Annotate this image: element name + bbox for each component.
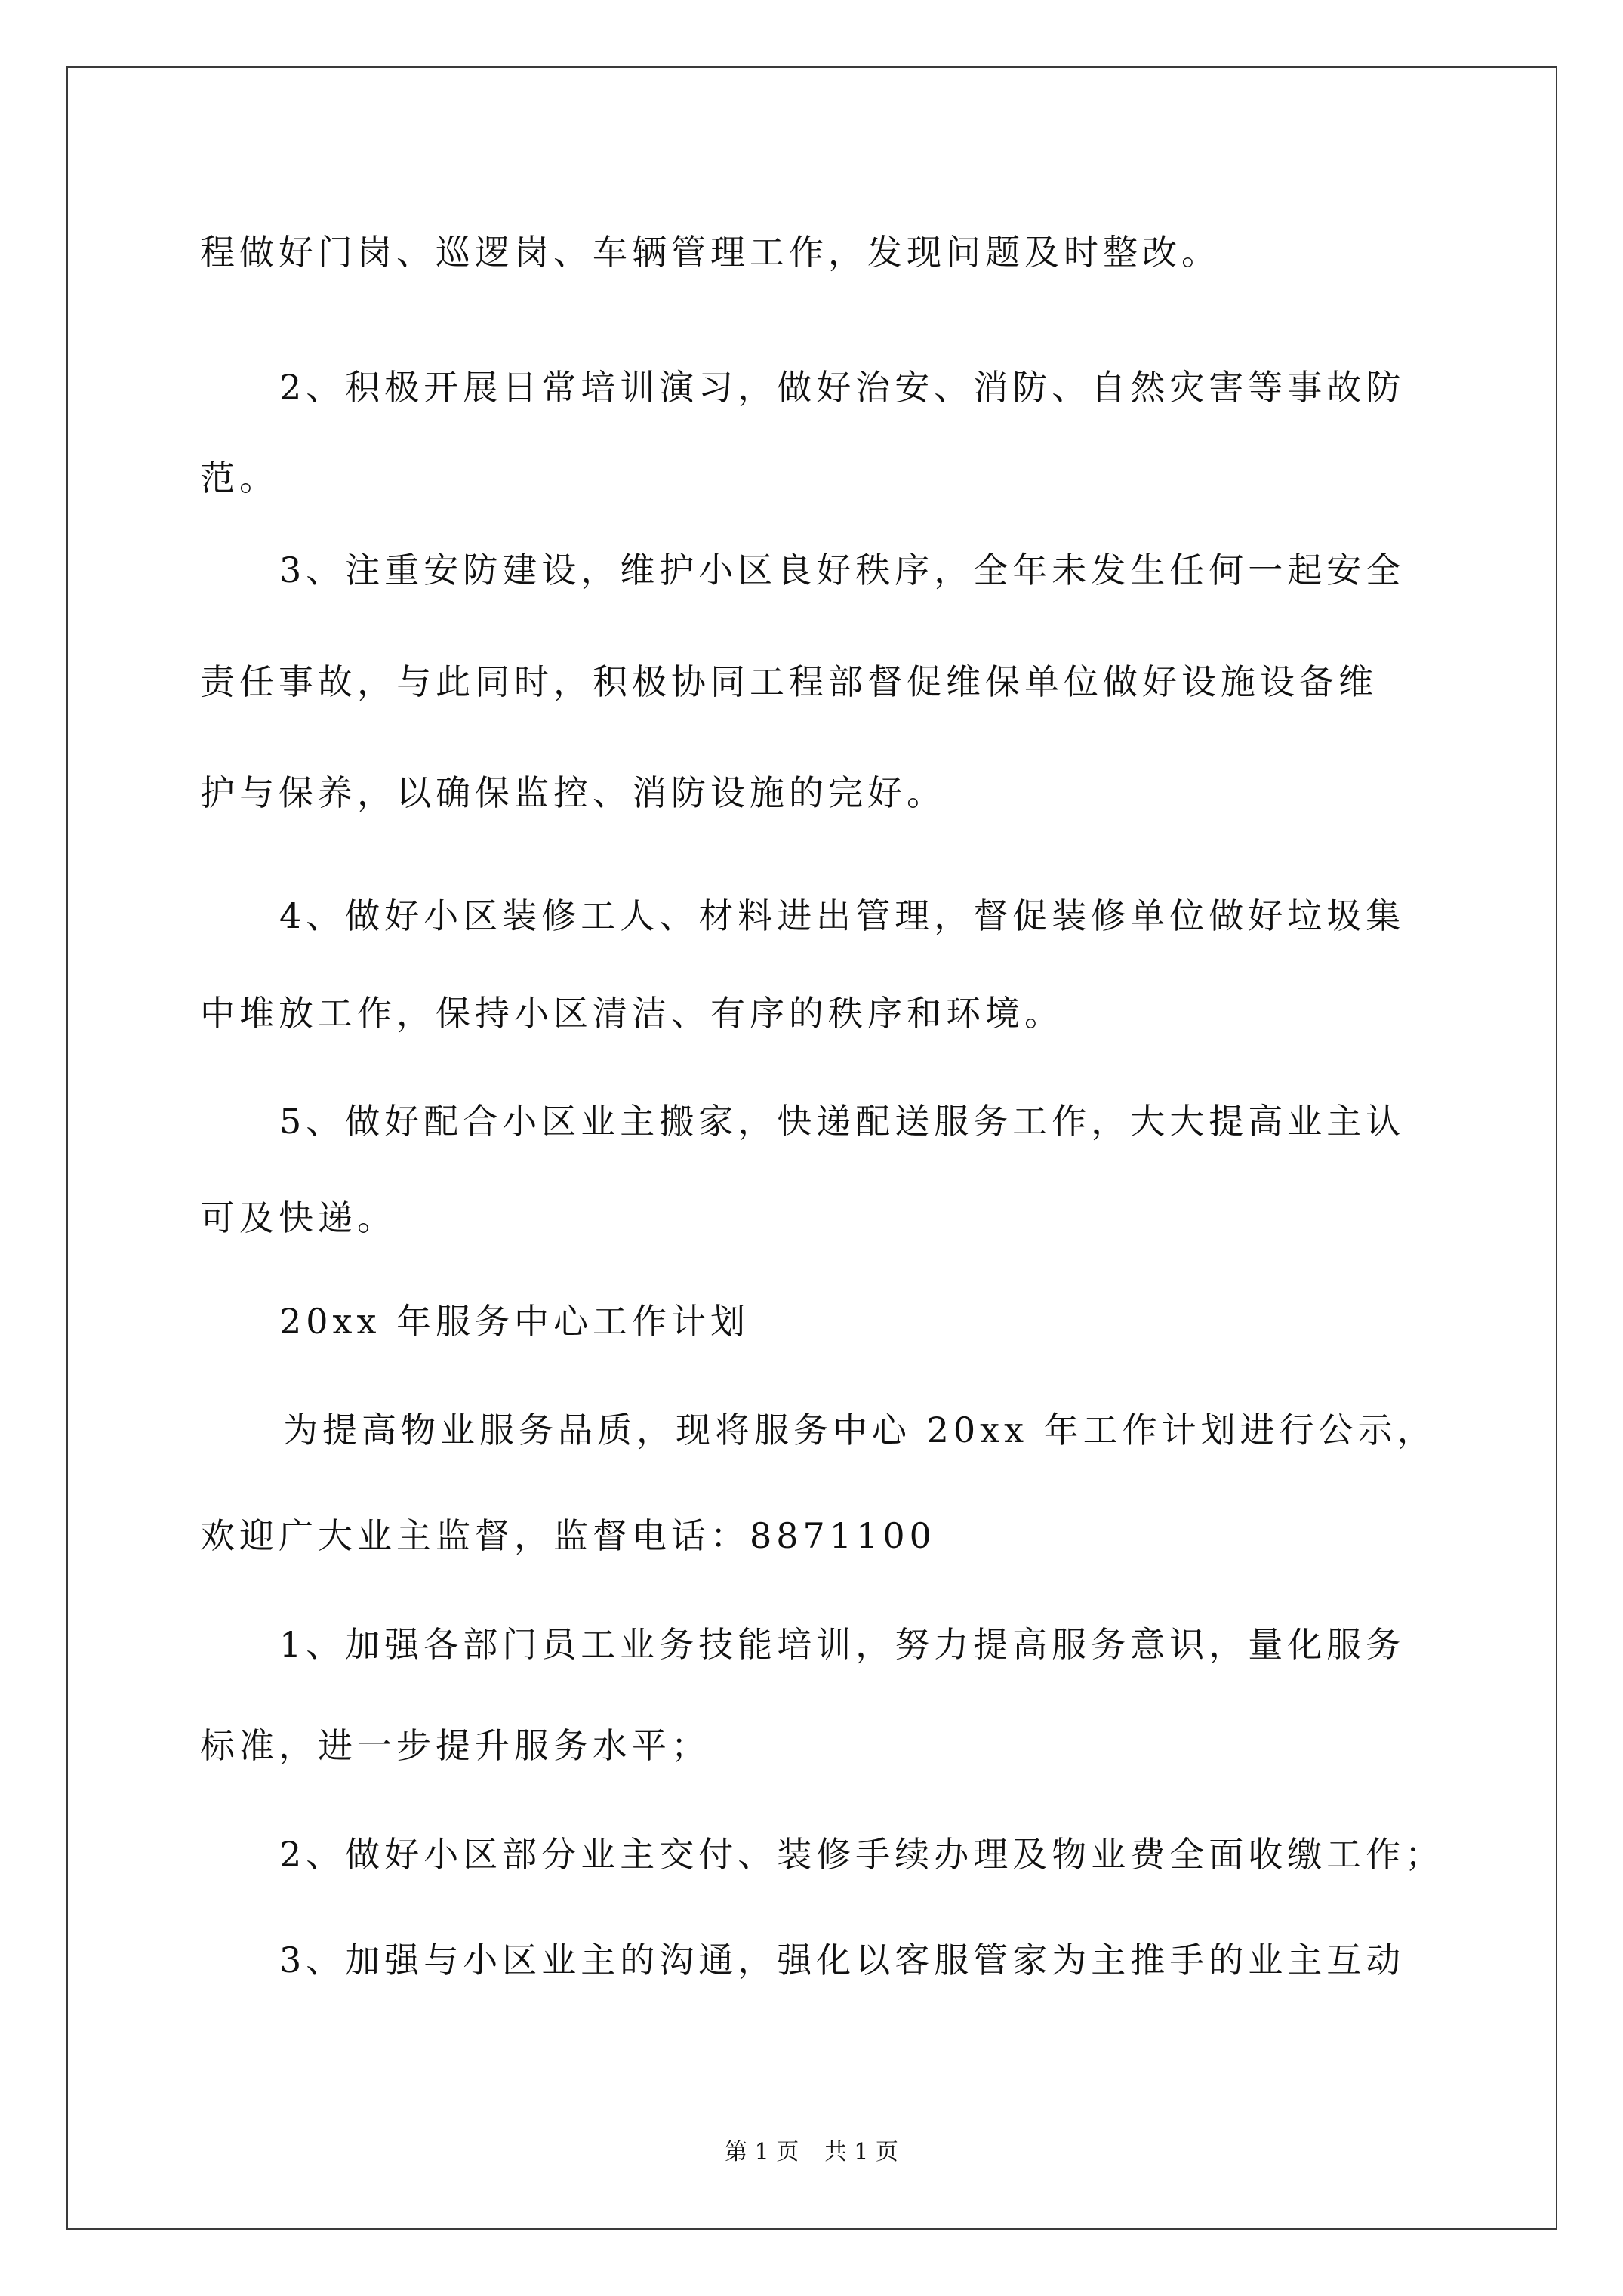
text-line: 3、加强与小区业主的沟通，强化以客服管家为主推手的业主互动 — [279, 1940, 1406, 1980]
page-number: 第 1 页 — [725, 2139, 799, 2165]
text-line: 程做好门岗、巡逻岗、车辆管理工作，发现问题及时整改。 — [200, 232, 1221, 273]
section-heading: 20xx 年服务中心工作计划 — [279, 1301, 750, 1342]
text-line: 欢迎广大业主监督，监督电话：8871100 — [200, 1515, 936, 1556]
text-line: 1、加强各部门员工业务技能培训，努力提高服务意识，量化服务 — [279, 1624, 1406, 1665]
page-total: 共 1 页 — [824, 2139, 898, 2165]
page-footer — [0, 2139, 1623, 2166]
text-line: 2、做好小区部分业主交付、装修手续办理及物业费全面收缴工作； — [279, 1834, 1445, 1875]
text-line: 护与保养，以确保监控、消防设施的完好。 — [200, 772, 946, 813]
text-line: 为提高物业服务品质，现将服务中心 20xx 年工作计划进行公示， — [283, 1410, 1437, 1450]
text-line: 4、做好小区装修工人、材料进出管理，督促装修单位做好垃圾集 — [279, 895, 1406, 936]
text-line: 2、积极开展日常培训演习，做好治安、消防、自然灾害等事故防 — [279, 367, 1406, 408]
text-line: 3、注重安防建设，维护小区良好秩序，全年未发生任何一起安全 — [279, 550, 1406, 590]
text-line: 5、做好配合小区业主搬家，快递配送服务工作，大大提高业主认 — [279, 1101, 1406, 1142]
text-line: 中堆放工作，保持小区清洁、有序的秩序和环境。 — [200, 993, 1064, 1034]
text-line: 范。 — [200, 458, 279, 498]
text-line: 责任事故，与此同时，积极协同工程部督促维保单位做好设施设备维 — [200, 661, 1378, 702]
text-line: 可及快递。 — [200, 1197, 396, 1238]
text-line: 标准，进一步提升服务水平； — [200, 1725, 710, 1766]
